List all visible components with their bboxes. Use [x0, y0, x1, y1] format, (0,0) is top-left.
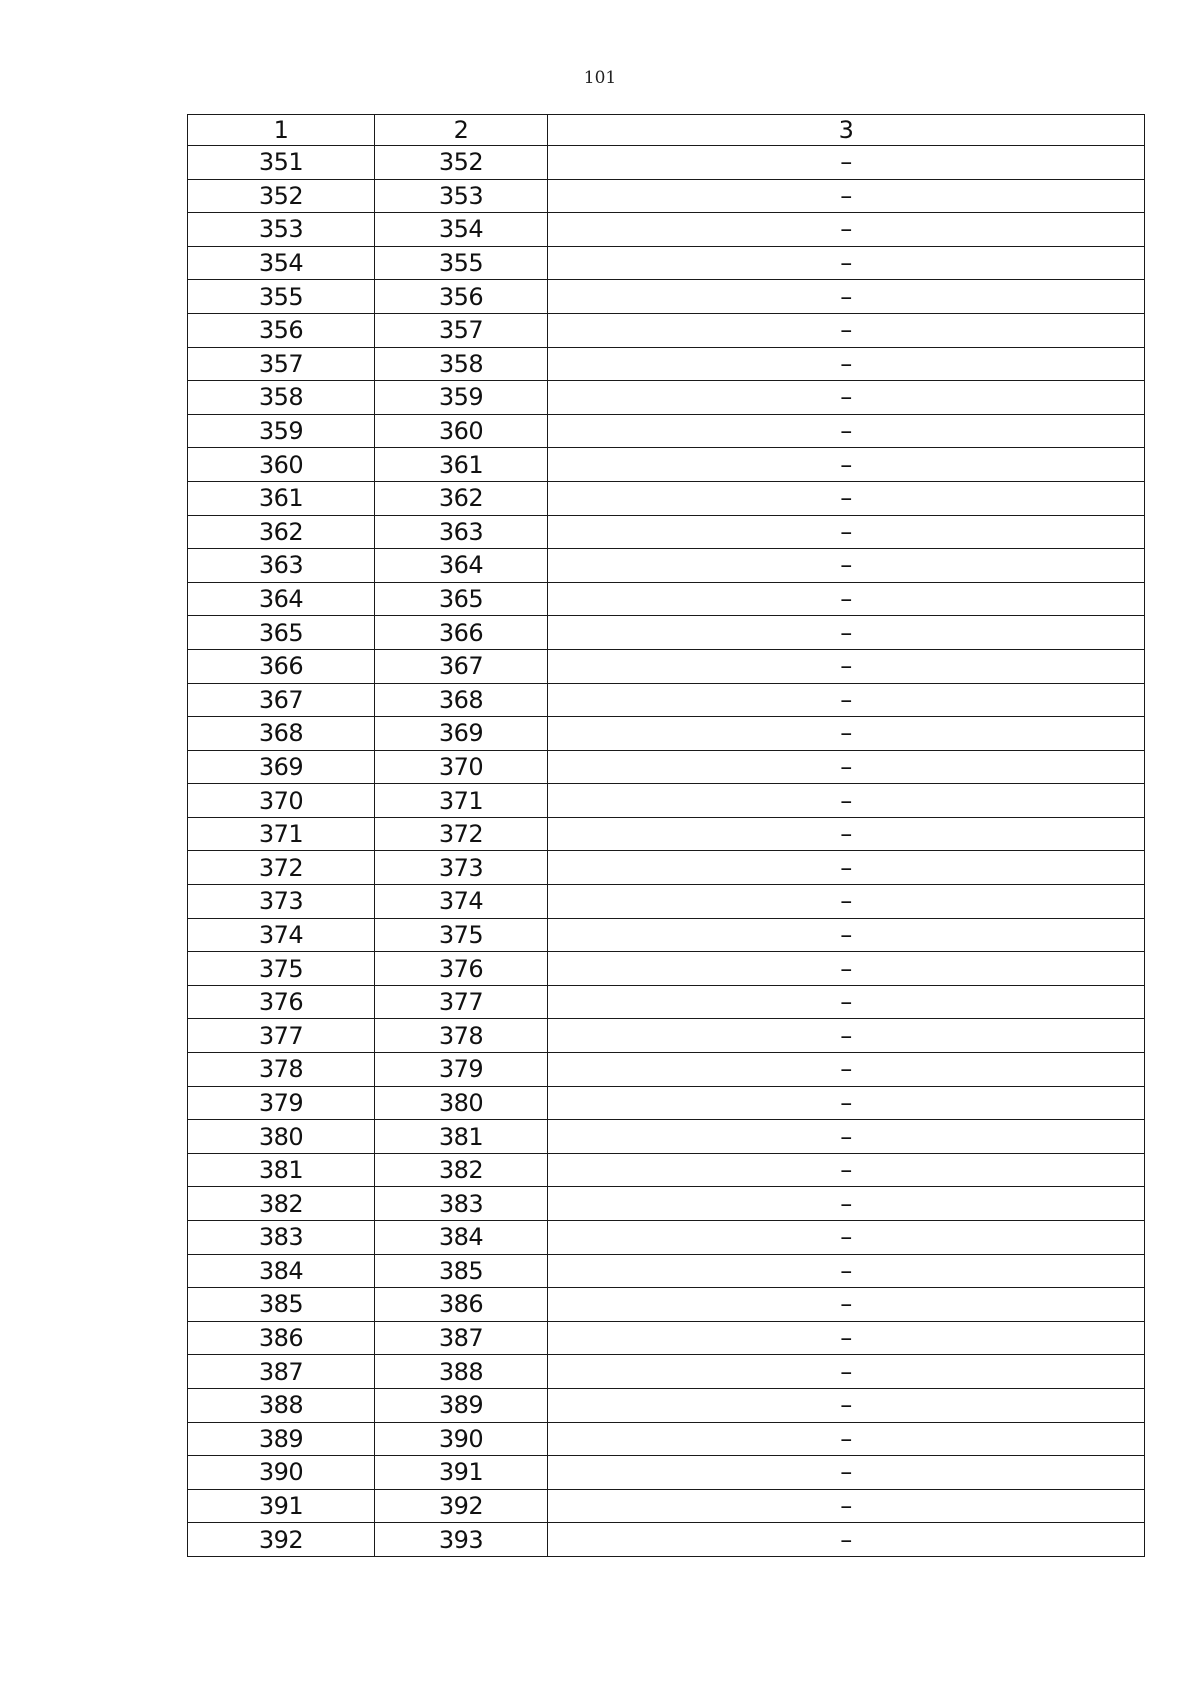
table-cell-col-2: 380 — [375, 1086, 548, 1120]
table-cell-col-1: 378 — [188, 1053, 375, 1087]
table-cell-col-2: 366 — [375, 616, 548, 650]
table-row — [188, 414, 1145, 448]
table-cell-col-1: 384 — [188, 1254, 375, 1288]
table-cell-col-1: 352 — [188, 179, 375, 213]
table-cell-col-2: 360 — [375, 414, 548, 448]
table-row — [188, 817, 1145, 851]
table-row — [188, 918, 1145, 952]
table-cell-col-1: 358 — [188, 381, 375, 415]
table-row — [188, 213, 1145, 247]
table-cell-col-2: 374 — [375, 885, 548, 919]
table-cell-col-3: – — [548, 717, 1145, 751]
table-cell-col-2: 371 — [375, 784, 548, 818]
column-header-1: 1 — [188, 115, 375, 146]
table-cell-col-1: 388 — [188, 1388, 375, 1422]
table-row — [188, 347, 1145, 381]
page-number-container — [0, 68, 1200, 88]
table-row — [188, 851, 1145, 885]
table-cell-col-2: 386 — [375, 1288, 548, 1322]
table-cell-col-3: – — [548, 179, 1145, 213]
table-cell-col-2: 383 — [375, 1187, 548, 1221]
table-header — [188, 115, 1145, 146]
table-cell-col-2: 367 — [375, 649, 548, 683]
table-row — [188, 1221, 1145, 1255]
table-cell-col-1: 390 — [188, 1456, 375, 1490]
table-cell-col-2: 364 — [375, 549, 548, 583]
table-cell-col-1: 360 — [188, 448, 375, 482]
table-row — [188, 1355, 1145, 1389]
table-cell-col-2: 387 — [375, 1321, 548, 1355]
table-cell-col-1: 363 — [188, 549, 375, 583]
table-cell-col-1: 368 — [188, 717, 375, 751]
table-row — [188, 582, 1145, 616]
table-cell-col-3: – — [548, 1288, 1145, 1322]
table-cell-col-1: 380 — [188, 1120, 375, 1154]
table-cell-col-3: – — [548, 750, 1145, 784]
table-cell-col-2: 381 — [375, 1120, 548, 1154]
table-row — [188, 1523, 1145, 1557]
table-cell-col-2: 361 — [375, 448, 548, 482]
table-cell-col-1: 355 — [188, 280, 375, 314]
table-cell-col-3: – — [548, 246, 1145, 280]
table-cell-col-2: 353 — [375, 179, 548, 213]
table-cell-col-1: 356 — [188, 313, 375, 347]
table-cell-col-3: – — [548, 683, 1145, 717]
table-row — [188, 1053, 1145, 1087]
table-cell-col-1: 391 — [188, 1489, 375, 1523]
table-row — [188, 985, 1145, 1019]
column-header-3: 3 — [548, 115, 1145, 146]
table-cell-col-1: 383 — [188, 1221, 375, 1255]
table-cell-col-2: 363 — [375, 515, 548, 549]
table-cell-col-1: 369 — [188, 750, 375, 784]
table-row — [188, 750, 1145, 784]
table-cell-col-3: – — [548, 616, 1145, 650]
table-cell-col-3: – — [548, 549, 1145, 583]
table-row — [188, 246, 1145, 280]
table-cell-col-1: 365 — [188, 616, 375, 650]
table-cell-col-3: – — [548, 414, 1145, 448]
table-cell-col-3: – — [548, 1355, 1145, 1389]
table-row — [188, 1456, 1145, 1490]
table-cell-col-3: – — [548, 817, 1145, 851]
table-cell-col-2: 369 — [375, 717, 548, 751]
table-cell-col-3: – — [548, 481, 1145, 515]
table-row — [188, 179, 1145, 213]
table-cell-col-2: 392 — [375, 1489, 548, 1523]
table-cell-col-1: 362 — [188, 515, 375, 549]
table-cell-col-1: 379 — [188, 1086, 375, 1120]
table-row — [188, 1153, 1145, 1187]
table-body — [188, 146, 1145, 1557]
table-cell-col-3: – — [548, 1388, 1145, 1422]
table-cell-col-1: 374 — [188, 918, 375, 952]
table-cell-col-3: – — [548, 1456, 1145, 1490]
table-row — [188, 549, 1145, 583]
table-row — [188, 1422, 1145, 1456]
table-cell-col-3: – — [548, 784, 1145, 818]
table-cell-col-3: – — [548, 582, 1145, 616]
data-table — [187, 114, 1145, 1557]
table-cell-col-3: – — [548, 1153, 1145, 1187]
table-cell-col-2: 368 — [375, 683, 548, 717]
table-cell-col-2: 373 — [375, 851, 548, 885]
table-row — [188, 481, 1145, 515]
table-row — [188, 885, 1145, 919]
table-cell-col-2: 390 — [375, 1422, 548, 1456]
table-cell-col-2: 377 — [375, 985, 548, 1019]
table-cell-col-1: 386 — [188, 1321, 375, 1355]
table-cell-col-2: 385 — [375, 1254, 548, 1288]
table-cell-col-3: – — [548, 313, 1145, 347]
table-cell-col-2: 359 — [375, 381, 548, 415]
table-cell-col-3: – — [548, 1120, 1145, 1154]
table-cell-col-3: – — [548, 952, 1145, 986]
table-row — [188, 515, 1145, 549]
table-header-row — [188, 115, 1145, 146]
table-cell-col-2: 391 — [375, 1456, 548, 1490]
table-row — [188, 1388, 1145, 1422]
table-cell-col-2: 384 — [375, 1221, 548, 1255]
table-cell-col-1: 373 — [188, 885, 375, 919]
table-cell-col-1: 372 — [188, 851, 375, 885]
table-cell-col-3: – — [548, 1053, 1145, 1087]
table-cell-col-2: 354 — [375, 213, 548, 247]
table-cell-col-1: 387 — [188, 1355, 375, 1389]
table-cell-col-3: – — [548, 1489, 1145, 1523]
table-cell-col-2: 379 — [375, 1053, 548, 1087]
table-row — [188, 381, 1145, 415]
table-cell-col-1: 367 — [188, 683, 375, 717]
table-cell-col-2: 362 — [375, 481, 548, 515]
table-row — [188, 784, 1145, 818]
table-cell-col-1: 377 — [188, 1019, 375, 1053]
table-row — [188, 952, 1145, 986]
table-cell-col-1: 351 — [188, 146, 375, 180]
table-cell-col-3: – — [548, 146, 1145, 180]
table-cell-col-1: 382 — [188, 1187, 375, 1221]
table-cell-col-1: 385 — [188, 1288, 375, 1322]
column-header-2: 2 — [375, 115, 548, 146]
table-cell-col-2: 393 — [375, 1523, 548, 1557]
table-row — [188, 649, 1145, 683]
table-cell-col-1: 354 — [188, 246, 375, 280]
page-number: 101 — [583, 68, 617, 88]
table-cell-col-3: – — [548, 1221, 1145, 1255]
table-cell-col-2: 382 — [375, 1153, 548, 1187]
table-cell-col-3: – — [548, 213, 1145, 247]
table-row — [188, 1288, 1145, 1322]
table-cell-col-3: – — [548, 1019, 1145, 1053]
table-cell-col-3: – — [548, 851, 1145, 885]
table-row — [188, 616, 1145, 650]
table-row — [188, 146, 1145, 180]
table-row — [188, 1254, 1145, 1288]
table-cell-col-1: 375 — [188, 952, 375, 986]
table-cell-col-3: – — [548, 347, 1145, 381]
table-cell-col-1: 376 — [188, 985, 375, 1019]
table-row — [188, 1321, 1145, 1355]
table-cell-col-2: 378 — [375, 1019, 548, 1053]
table-cell-col-3: – — [548, 1422, 1145, 1456]
table-cell-col-2: 375 — [375, 918, 548, 952]
table-row — [188, 280, 1145, 314]
table-cell-col-1: 366 — [188, 649, 375, 683]
table-cell-col-3: – — [548, 1254, 1145, 1288]
table-row — [188, 717, 1145, 751]
table-cell-col-2: 352 — [375, 146, 548, 180]
table-cell-col-3: – — [548, 515, 1145, 549]
table-cell-col-3: – — [548, 985, 1145, 1019]
table-row — [188, 1120, 1145, 1154]
table-cell-col-1: 381 — [188, 1153, 375, 1187]
table-cell-col-1: 392 — [188, 1523, 375, 1557]
table-cell-col-2: 356 — [375, 280, 548, 314]
table-row — [188, 448, 1145, 482]
table-cell-col-1: 357 — [188, 347, 375, 381]
table-cell-col-2: 372 — [375, 817, 548, 851]
table-cell-col-2: 376 — [375, 952, 548, 986]
table-cell-col-2: 357 — [375, 313, 548, 347]
table-cell-col-2: 355 — [375, 246, 548, 280]
table-cell-col-3: – — [548, 448, 1145, 482]
table-cell-col-3: – — [548, 1523, 1145, 1557]
table-cell-col-3: – — [548, 649, 1145, 683]
table-row — [188, 1019, 1145, 1053]
table-cell-col-3: – — [548, 280, 1145, 314]
table-row — [188, 1187, 1145, 1221]
table-cell-col-1: 371 — [188, 817, 375, 851]
table-cell-col-2: 389 — [375, 1388, 548, 1422]
table-cell-col-3: – — [548, 1321, 1145, 1355]
table-cell-col-3: – — [548, 1086, 1145, 1120]
table-cell-col-1: 361 — [188, 481, 375, 515]
table-row — [188, 683, 1145, 717]
table-cell-col-1: 359 — [188, 414, 375, 448]
table-cell-col-2: 365 — [375, 582, 548, 616]
table-cell-col-2: 388 — [375, 1355, 548, 1389]
table-cell-col-2: 370 — [375, 750, 548, 784]
table-cell-col-1: 353 — [188, 213, 375, 247]
table-cell-col-3: – — [548, 381, 1145, 415]
table-cell-col-2: 358 — [375, 347, 548, 381]
table-row — [188, 1086, 1145, 1120]
table-cell-col-1: 389 — [188, 1422, 375, 1456]
table-row — [188, 1489, 1145, 1523]
table-cell-col-1: 364 — [188, 582, 375, 616]
table-row — [188, 313, 1145, 347]
table-cell-col-3: – — [548, 918, 1145, 952]
table-cell-col-1: 370 — [188, 784, 375, 818]
table-cell-col-3: – — [548, 1187, 1145, 1221]
table-cell-col-3: – — [548, 885, 1145, 919]
